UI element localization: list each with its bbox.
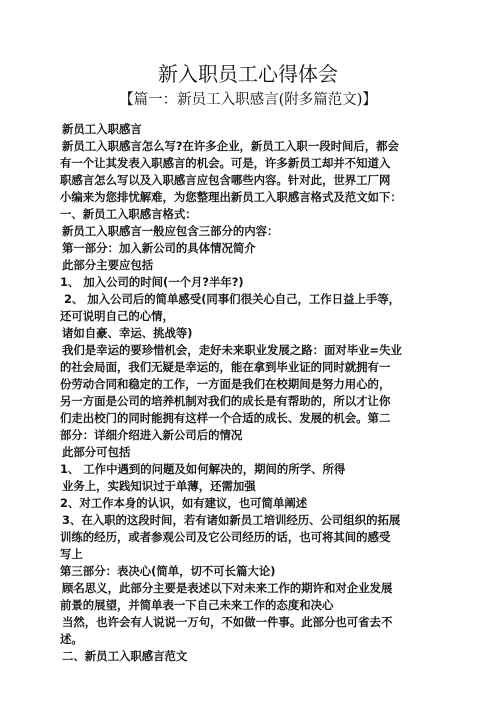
text-line: 还可说明自己的心情， (60, 309, 174, 323)
text-line: 3、在入职的这段时间，若有诸如新员工培训经历、公司组织的拓展 (62, 513, 401, 527)
text-line: 训练的经历，或者参观公司及它公司经历的话，也可将其间的感受 (60, 530, 391, 544)
text-line: 另一方面是公司的培养机制对我们的成长是有帮助的，所以才让你 (60, 394, 391, 408)
text-line: 2、 加入公司后的简单感受(同事们很关心自己，工作日益上手等， (64, 292, 401, 306)
text-line: 小编来为您排忧解难，为您整理出新员工入职感言格式及范文如下： (60, 190, 402, 204)
text-line: 我们是幸运的要珍惜机会，走好未来职业发展之路：面对毕业=失业 (62, 343, 402, 357)
text-line: 职感言怎么写以及入职感言应包含哪些内容。针对此，世界工厂网 (60, 173, 391, 187)
text-line: 述。 (60, 632, 83, 646)
document-title: 新入职员工心得体会 (158, 62, 338, 86)
text-line: 写上 (60, 547, 83, 561)
text-line: 顾名思义，此部分主要是表述以下对未来工作的期许和对企业发展 (62, 581, 393, 595)
section-heading: 一、新员工入职感言格式： (60, 207, 197, 221)
text-line: 部分：详细介绍进入新公司后的情况 (60, 428, 243, 442)
text-line: 新员工入职感言怎么写?在许多企业，新员工入职一段时间后，都会 (62, 139, 399, 153)
text-line: 1、 工作中遇到的问题及如何解决的，期间的所学、所得 (60, 462, 346, 476)
text-line: 们走出校门的同时能拥有这样一个合适的成长、发展的机会。第二 (60, 411, 391, 425)
text-line: 新员工入职感言 (62, 122, 142, 136)
text-line: 此部分主要应包括 (62, 258, 154, 272)
text-line: 份劳动合同和稳定的工作，一方面是我们在校期间是努力用心的， (60, 377, 391, 391)
text-line: 第一部分：加入新公司的具体情况简介 (62, 241, 256, 255)
text-line: 业务上，实践知识过于单薄，还需加强 (62, 479, 256, 493)
text-line: 前景的展望，并简单表一下自己未来工作的态度和决心 (60, 598, 334, 612)
text-line: 的社会局面，我们无疑是幸运的，能在拿到毕业证的同时就拥有一 (60, 360, 391, 374)
text-line: 1、 加入公司的时间(一个月?半年?) (60, 275, 244, 289)
text-line: 当然，也许会有人说说一万句，不如做一件事。此部分也可省去不 (62, 615, 393, 629)
text-line: 2、对工作本身的认识，如有建议，也可简单阐述 (60, 496, 308, 510)
document-subtitle: 【篇一：新员工入职感言(附多篇范文)】 (119, 92, 377, 108)
text-line: 有一个让其发表入职感言的机会。可是，许多新员工却并不知道入 (60, 156, 391, 170)
text-line: 第三部分：表决心(简单，切不可长篇大论) (60, 564, 276, 578)
text-line: 新员工入职感言一般应包含三部分的内容： (62, 224, 279, 238)
section-heading: 二、新员工入职感言范文 (62, 649, 188, 663)
text-line: 诸如自豪、幸运、挑战等) (62, 326, 193, 340)
text-line: 此部分可包括 (62, 445, 131, 459)
